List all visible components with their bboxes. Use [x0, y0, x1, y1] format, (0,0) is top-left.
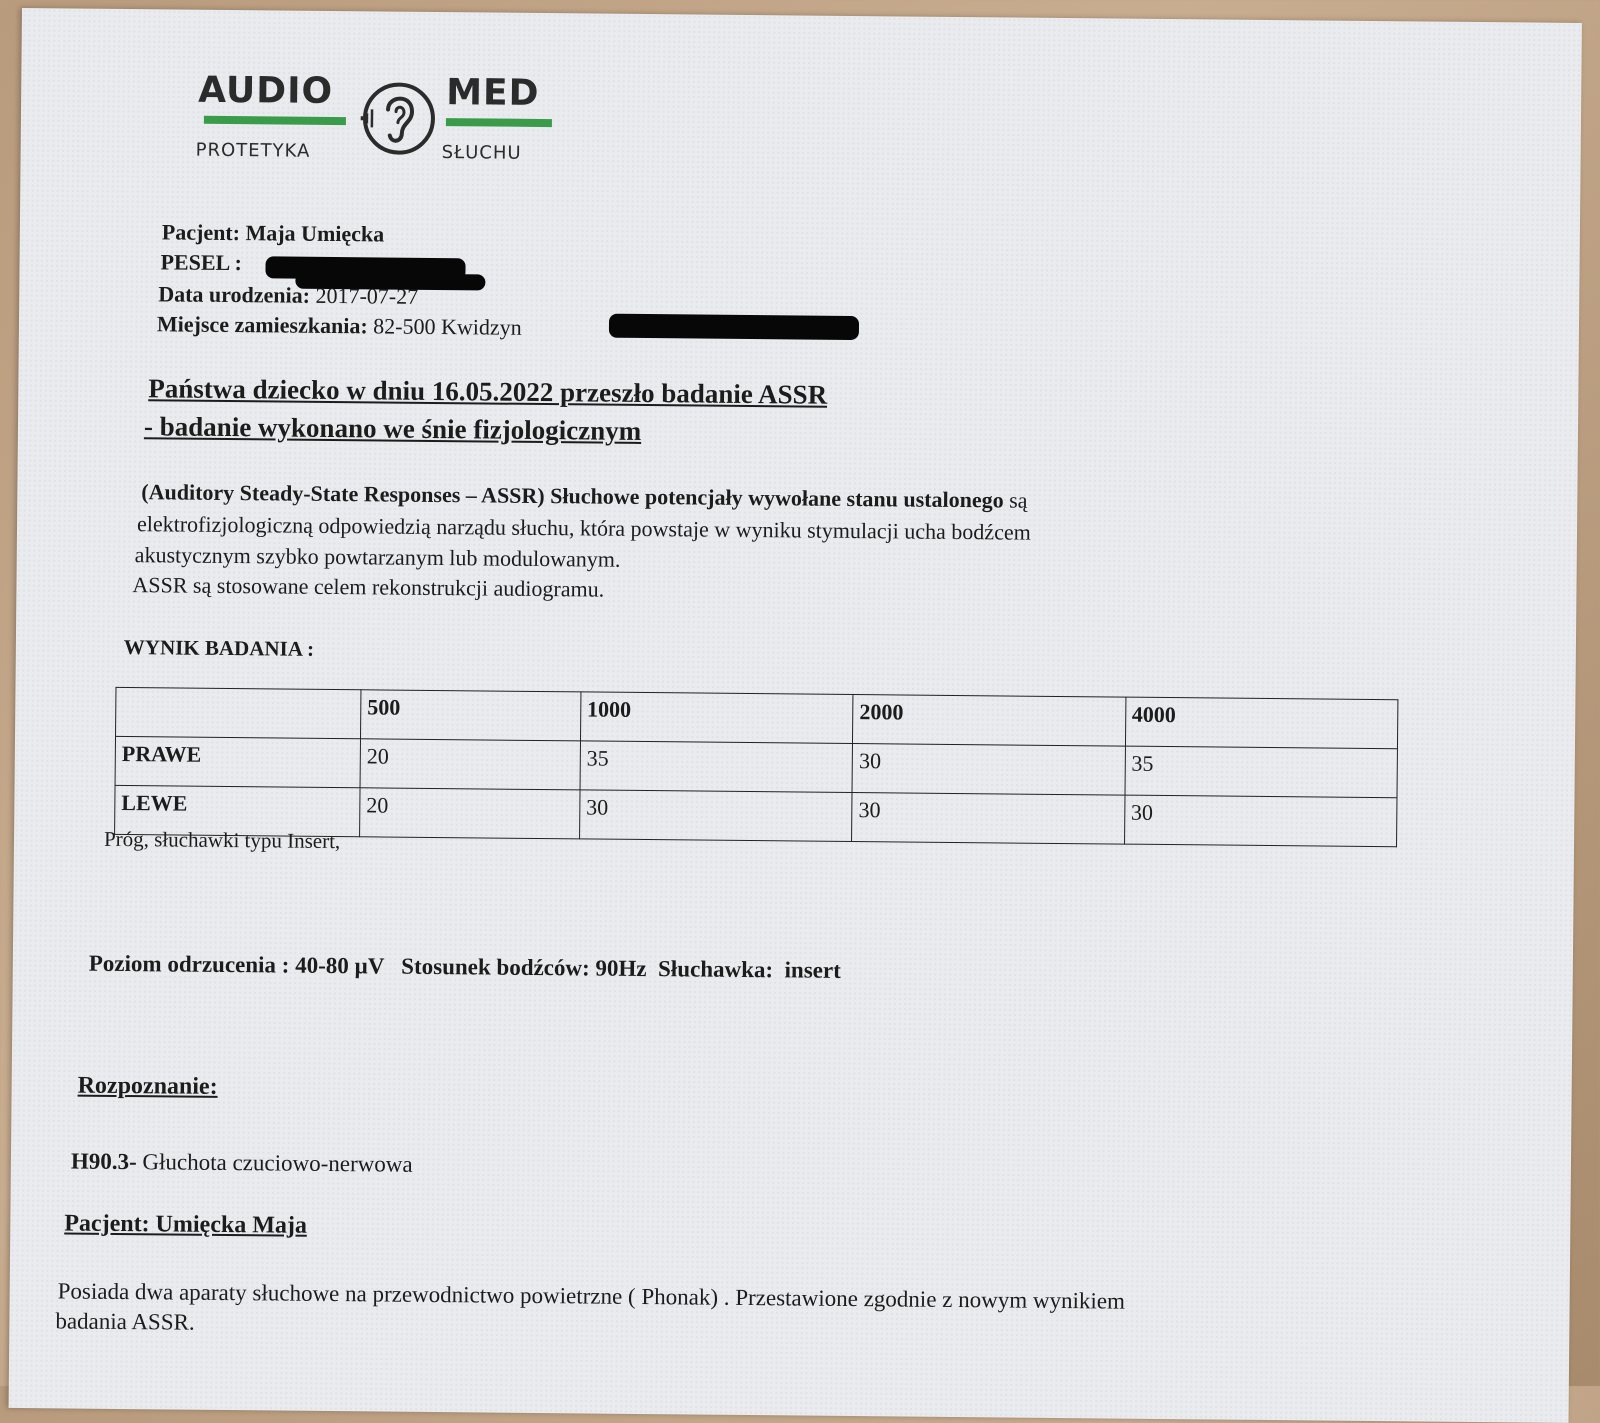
logo-bar-left	[204, 116, 346, 125]
address-redaction	[609, 314, 859, 340]
address-label: Miejsce zamieszkania:	[156, 311, 368, 339]
table-cell: 30	[1124, 795, 1397, 847]
table-cell: 35	[580, 741, 853, 793]
table-cell: 20	[360, 788, 580, 839]
freq-header-1000: 1000	[580, 692, 853, 744]
heading-line-2: - badanie wykonano we śnie fizjologicznym	[143, 411, 642, 446]
patient-name-value: Maja Umięcka	[245, 220, 385, 247]
diagnosis-text: Głuchota czuciowo-nerwowa	[136, 1149, 413, 1177]
logo-bar-right	[446, 118, 552, 127]
table-cell: 30	[852, 793, 1125, 845]
address-line	[157, 311, 522, 341]
patient-name-line	[162, 219, 385, 247]
freq-header-4000: 4000	[1125, 697, 1398, 749]
table-corner-cell	[116, 687, 361, 738]
row-label-left: LEWE	[115, 785, 360, 836]
ear-icon	[356, 75, 443, 162]
description-line-1-tail: są	[1003, 487, 1028, 513]
birth-value: 2017-07-27	[315, 282, 419, 309]
audiomed-logo	[175, 69, 556, 173]
description-line-2: elektrofizjologiczną odpowiedzią narządu słuchu, która powstaje w wyniku stymulacji ucha bodźcem	[136, 511, 1031, 545]
diagnosis-line	[71, 1149, 413, 1178]
logo-sub-left: PROTETYKA	[195, 139, 311, 162]
logo-word-right: MED	[446, 72, 540, 114]
logo-sub-right: SŁUCHU	[441, 142, 522, 164]
patient-footer-line-2: badania ASSR.	[55, 1308, 195, 1335]
logo-word-left: AUDIO	[198, 69, 334, 112]
heading-line-1: Państwa dziecko w dniu 16.05.2022 przeszło badanie ASSR	[148, 373, 828, 410]
description-line-3: akustycznym szybko powtarzanym lub modulowanym.	[134, 542, 621, 572]
patient-name-label: Pacjent:	[161, 219, 241, 246]
patient-footer-title: Pacjent: Umięcka Maja	[64, 1210, 308, 1239]
pesel-line	[160, 249, 242, 276]
birth-label: Data urodzenia:	[158, 281, 311, 308]
diagnosis-title: Rozpoznanie:	[77, 1072, 218, 1100]
birth-line	[158, 281, 418, 309]
table-cell: 30	[852, 744, 1125, 796]
description-line-4: ASSR są stosowane celem rekonstrukcji audiogramu.	[132, 572, 605, 602]
freq-header-2000: 2000	[853, 695, 1126, 747]
table-cell: 30	[579, 790, 852, 842]
pesel-label: PESEL :	[160, 249, 242, 276]
test-parameters: Poziom odrzucenia : 40-80 µV Stosunek bodźców: 90Hz Słuchawka: insert	[88, 950, 841, 983]
description-bold-intro: (Auditory Steady-State Responses – ASSR) Słuchowe potencjały wywołane stanu ustalonego	[141, 479, 1004, 513]
patient-footer-line-1: Posiada dwa aparaty słuchowe na przewodnictwo powietrzne ( Phonak) . Przestawione zgodnie z nowym wynikiem	[57, 1278, 1126, 1314]
result-title: WYNIK BADANIA :	[123, 635, 315, 661]
document-sheet	[9, 8, 1582, 1423]
table-note: Próg, słuchawki typu Insert,	[103, 826, 341, 854]
table-cell: 35	[1125, 746, 1398, 798]
diagnosis-code: H90.3-	[70, 1148, 137, 1175]
table-cell: 20	[360, 739, 580, 790]
row-label-right: PRAWE	[115, 736, 360, 787]
address-value: 82-500 Kwidzyn	[373, 313, 522, 340]
freq-header-500: 500	[361, 690, 581, 741]
results-table	[114, 687, 1398, 847]
